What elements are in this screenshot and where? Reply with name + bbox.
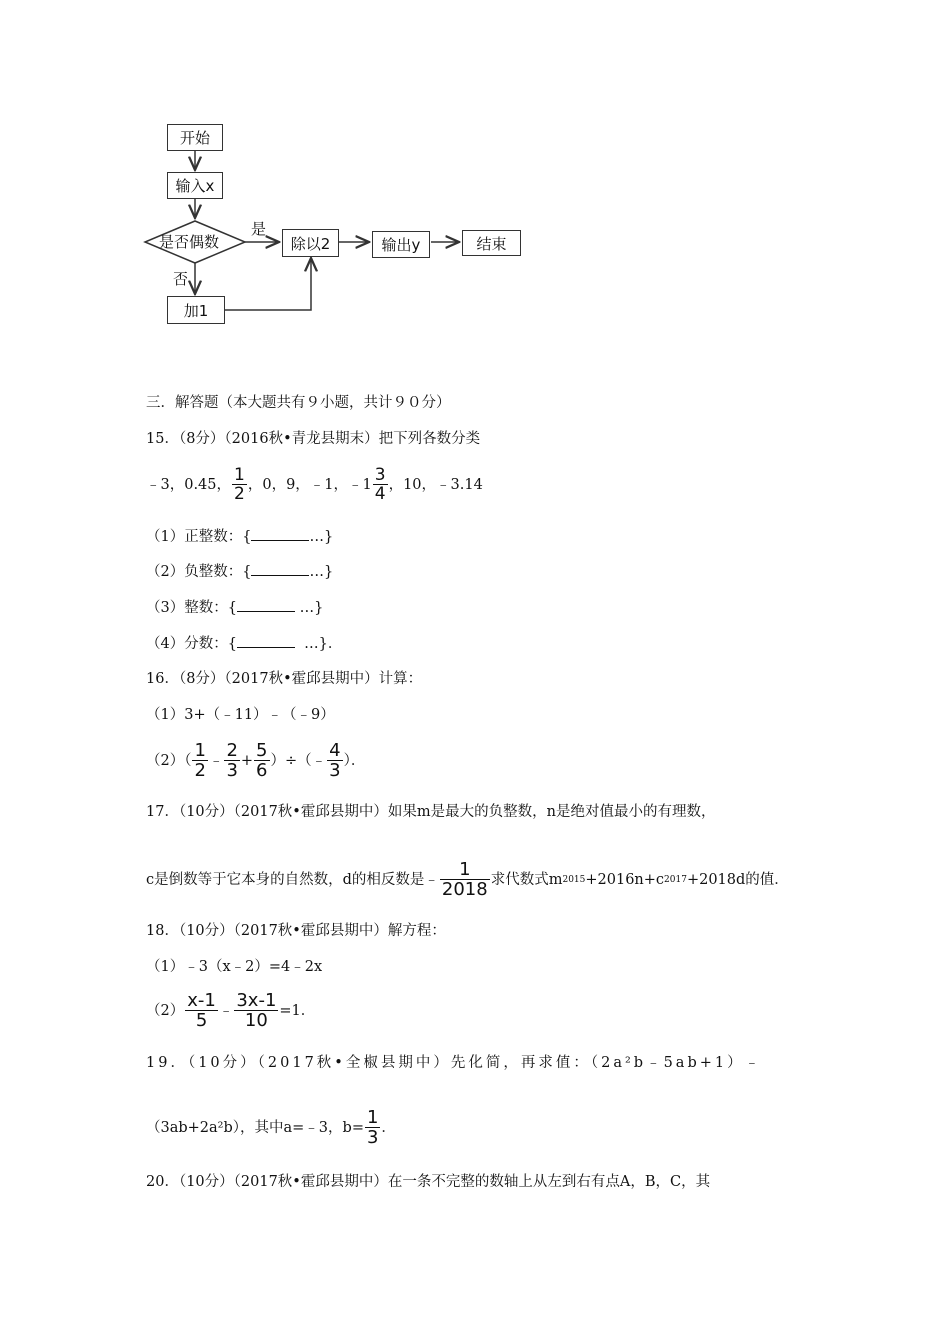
flow-input-box: 输入x	[167, 172, 223, 199]
q15-part4	[146, 633, 342, 654]
flow-yes-label: 是	[251, 220, 267, 238]
answer-blank[interactable]	[251, 561, 309, 576]
q17-fraction	[440, 861, 490, 899]
q20-line1: 20．（10分）（2017秋•霍邱县期中）在一条不完整的数轴上从左到右有点A，B，C，其	[146, 1174, 711, 1190]
q15-frac1-den: 2	[234, 484, 245, 504]
flow-divide-box: 除以2	[282, 229, 339, 257]
q18-frac-2	[234, 992, 278, 1030]
q15-part2-label: （2）负整数：{	[146, 564, 252, 580]
q18-part2	[146, 989, 315, 1033]
q19-line2-b: ．	[381, 1120, 396, 1136]
q15-part4-tail: …}．	[304, 636, 343, 652]
q18-frac-1	[185, 992, 218, 1030]
q16-op1: ﹣	[208, 753, 224, 769]
q16-mid: ）÷（﹣	[270, 753, 327, 769]
q17-line2-b: 求代数式m	[490, 872, 563, 888]
q18-header: 18．（10分）（2017秋•霍邱县期中）解方程：	[146, 923, 446, 939]
q15-frac1-num: 1	[234, 465, 245, 485]
q17-line2	[146, 857, 789, 903]
q17-line1: 17．（10分）（2017秋•霍邱县期中）如果m是最大的负整数，n是绝对值最小的有理数，	[146, 804, 716, 820]
q16-frac-4	[327, 742, 342, 780]
q16-part2-prefix: （2）（	[146, 753, 192, 769]
q17-line2-c: +2016n+c	[585, 872, 665, 888]
q16-f3-den: 6	[256, 760, 268, 781]
q15-nums-a: ﹣3，0.45，	[146, 477, 232, 493]
answer-blank[interactable]	[237, 633, 295, 648]
q17-frac-num: 1	[440, 861, 490, 880]
q16-f3-num: 5	[256, 740, 268, 761]
q15-frac2-den: 4	[374, 484, 386, 504]
q15-part3-tail: …}	[299, 600, 324, 616]
q17-frac-den: 2018	[441, 879, 488, 900]
q15-nums-c: ，10，﹣3.14	[388, 477, 483, 493]
q16-f1-num: 1	[194, 740, 206, 761]
q15-part2	[146, 561, 333, 582]
q19-frac-den: 3	[366, 1127, 379, 1148]
q16-frac-3	[254, 742, 269, 780]
q16-part2	[146, 739, 365, 783]
q19-fraction	[365, 1109, 380, 1147]
q15-part1-label: （1）正整数：{	[146, 529, 252, 545]
q18-op: ﹣	[218, 1003, 234, 1019]
section-title: 三．解答题（本大题共有９小题，共计９０分）	[146, 395, 451, 411]
q16-end: ）．	[343, 753, 366, 769]
flowchart	[135, 118, 535, 333]
q16-f1-den: 2	[194, 760, 206, 781]
q18-f2-den: 10	[244, 1010, 268, 1031]
q19-line2	[146, 1106, 396, 1150]
q15-fraction-half	[232, 467, 247, 503]
q16-f4-den: 3	[329, 760, 341, 781]
q17-exp2: 2017	[664, 875, 687, 885]
flow-output-box: 输出y	[372, 231, 430, 258]
q17-minus: ﹣	[424, 872, 439, 888]
q18-end: =1．	[279, 1003, 316, 1019]
q16-part1: （1）3+（﹣11）﹣（﹣9）	[146, 707, 335, 723]
q16-header: 16．（8分）（2017秋•霍邱县期中）计算：	[146, 671, 423, 687]
q16-frac-1	[192, 742, 207, 780]
flow-no-label: 否	[173, 270, 189, 288]
q18-part2-prefix: （2）	[146, 1003, 185, 1019]
q19-frac-num: 1	[366, 1107, 379, 1128]
q17-exp1: 2015	[562, 875, 586, 885]
q15-part1	[146, 526, 333, 547]
answer-blank[interactable]	[237, 597, 295, 612]
q17-line2-a: c是倒数等于它本身的自然数，d的相反数是	[146, 872, 425, 888]
q15-part3-label: （3）整数：{	[146, 600, 237, 616]
q15-part1-tail: …}	[309, 529, 334, 545]
q16-frac-2	[224, 742, 239, 780]
q16-op2: +	[240, 753, 254, 769]
q19-line1: 19．（10分）（2017秋•全椒县期中）先化简，再求值：（2a²b﹣5ab+1）﹣	[146, 1055, 763, 1071]
q16-f2-num: 2	[226, 740, 238, 761]
q15-part2-tail: …}	[309, 564, 334, 580]
q18-f1-num: x-1	[187, 990, 216, 1011]
q16-f2-den: 3	[226, 760, 238, 781]
q18-f1-den: 5	[195, 1010, 208, 1031]
q18-part1: （1）﹣3（x﹣2）=4﹣2x	[146, 959, 323, 975]
flow-start-box: 开始	[167, 124, 223, 151]
q15-frac2-num: 3	[374, 465, 386, 485]
q15-header: 15．（8分）（2016秋•青龙县期末）把下列各数分类	[146, 431, 481, 447]
q18-f2-num: 3x-1	[236, 990, 277, 1011]
q15-fraction-three-quarters	[373, 467, 388, 503]
answer-blank[interactable]	[251, 526, 309, 541]
q19-line2-a: （3ab+2a²b），其中a=﹣3，b=	[146, 1120, 364, 1136]
flow-decision-label: 是否偶数	[159, 233, 220, 251]
q15-part4-label: （4）分数：{	[146, 636, 237, 652]
q17-line2-d: +2018d的值．	[686, 872, 789, 888]
flow-end-box: 结束	[462, 230, 521, 256]
q15-nums-b: ，0，9，﹣1，﹣1	[247, 477, 372, 493]
q16-f4-num: 4	[329, 740, 341, 761]
q15-numbers	[146, 464, 483, 506]
arrow-add-divide	[224, 258, 311, 310]
q15-part3	[146, 597, 323, 618]
flow-add-box: 加1	[167, 296, 225, 324]
